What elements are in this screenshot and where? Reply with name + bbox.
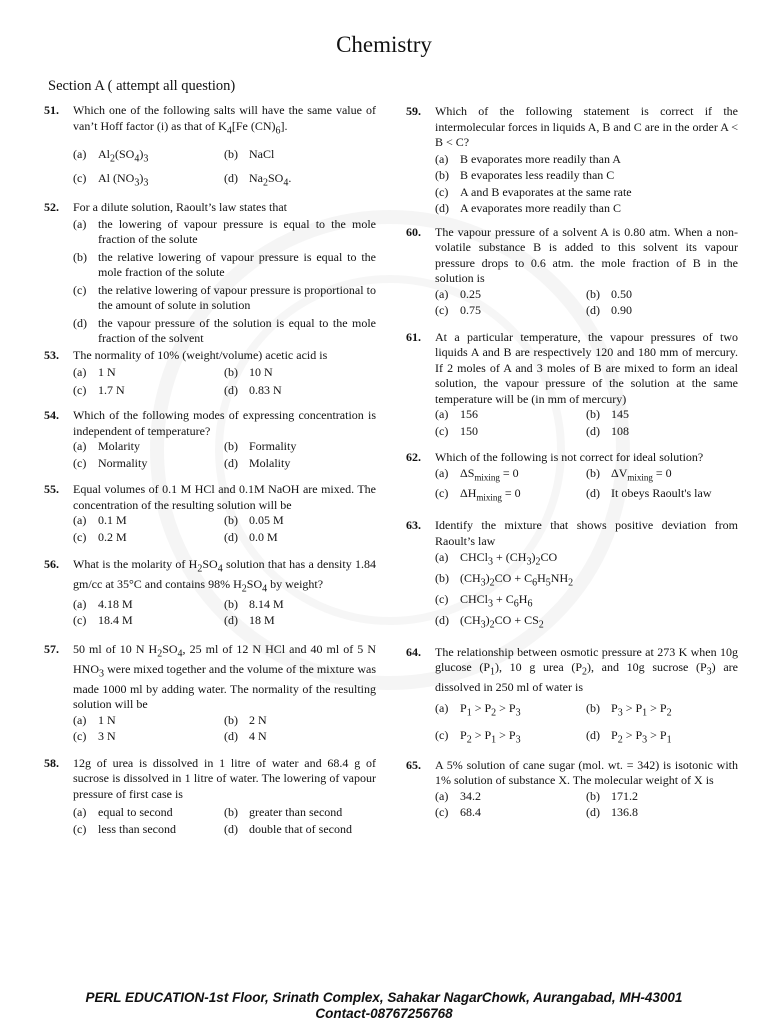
question-number: 64. <box>406 644 421 659</box>
option-d: (d) $P_2 > P_3 > P_1$ <box>586 727 672 746</box>
question-number: 54. <box>44 408 59 423</box>
option-b: (b) 0.50 <box>586 286 632 301</box>
option-c: (c) 0.75 <box>435 303 481 317</box>
options <box>73 513 376 545</box>
option-c: (c) Normality <box>73 455 148 470</box>
option-a: (a) $\Delta S_{mixing} = 0$ <box>435 465 519 482</box>
question-text: For a dilute solution, Raoult’s law states that <box>73 200 287 215</box>
options <box>73 365 376 398</box>
option-c: (c) Al $(NO_3)_3$ <box>73 171 149 189</box>
question-63 <box>406 518 738 633</box>
options <box>73 439 376 471</box>
options <box>73 805 376 837</box>
option-b: (b) 2 N <box>224 712 267 727</box>
question-60 <box>406 225 738 319</box>
option-c: (c) $P_2 > P_1 > P_3$ <box>435 727 521 746</box>
options <box>435 466 738 507</box>
options <box>435 550 738 633</box>
question-number: 56. <box>44 557 59 572</box>
options <box>435 287 738 319</box>
option-a: (a) CHCl$_3$ + $(CH_3)_2CO$ <box>435 550 558 568</box>
question-number: 59. <box>406 104 421 118</box>
right-column <box>406 104 738 821</box>
question-text: At a particular temperature, the vapour pressures of two liquids A and B are respectively 120 and 180 mm of mercury. If 2 moles of A and 3 moles of B are mixed to form an ideal solution, the vapour pressure of the solution at the same temperature will be (in mm of mercury) <box>435 329 738 406</box>
options <box>435 789 738 821</box>
option-a: (a) 0.25 <box>435 286 481 301</box>
question-text: 50 ml of 10 N $H_2SO_4$, 25 ml of 12 N HCl and 40 ml of 5 N $HNO_3$ were mixed together and the volume of the mixture was made 1000 ml by adding water. The normality of the resulting solution will be <box>73 641 377 712</box>
page-title: Chemistry <box>336 32 432 57</box>
option-c: (c) 68.4 <box>435 805 481 820</box>
option-b: (b) $P_3 > P_1 > P_2$ <box>586 700 672 719</box>
question-text: Which of the following is not correct for ideal solution? <box>435 450 704 464</box>
option-a: (a) equal to second <box>73 805 173 820</box>
question-text: The normality of 10% (weight/volume) acetic acid is <box>73 347 328 362</box>
option-d: (d) 18 M <box>224 613 275 628</box>
option-b: (b) 0.05 M <box>224 513 284 528</box>
question-64 <box>406 645 738 748</box>
question-number: 55. <box>44 482 59 497</box>
question-51 <box>44 103 376 191</box>
option-d: (d) 4 N <box>224 729 267 744</box>
option-b: (b) Formality <box>224 439 297 454</box>
question-56 <box>44 557 376 629</box>
option-c: (c) A and B evaporates at the same rate <box>435 184 632 199</box>
option-c: (c) $\Delta H_{mixing} = 0$ <box>435 486 521 503</box>
option-b: (b) B evaporates less readily than C <box>435 168 615 182</box>
question-number: 52. <box>44 200 59 215</box>
option-a: (a) B evaporates more readily than A <box>435 151 621 166</box>
question-54 <box>44 408 376 471</box>
footer-contact: Contact-08767256768 <box>315 1006 453 1021</box>
question-text: A 5% solution of cane sugar (mol. wt. = 342) is isotonic with 1% solution of substance X. The molecular weight of X is <box>435 757 738 788</box>
option-d: (d) 108 <box>586 423 629 438</box>
option-b: (b) 10 N <box>224 365 273 380</box>
options <box>435 152 738 217</box>
option-b: (b) $(CH_3)_2CO + C_6H_5NH_2$ <box>435 571 574 589</box>
option-c: (c) 1.7 N <box>73 382 125 397</box>
section-heading: Section A ( attempt all question) <box>48 78 236 94</box>
option-a: (a) 34.2 <box>435 788 481 803</box>
question-57 <box>44 642 376 745</box>
option-d: (d) the vapour pressure of the solution is equal to the mole fraction of the solvent <box>73 315 376 346</box>
option-d: (d) $(CH_3)_2CO + CS_2$ <box>435 612 544 631</box>
question-text: Identify the mixture that shows positive deviation from Raoult’s law <box>435 518 738 548</box>
options <box>73 217 376 347</box>
option-b: (b) 145 <box>586 407 629 421</box>
left-column <box>44 103 376 837</box>
question-text: Equal volumes of 0.1 M HCl and 0.1M NaOH are mixed. The concentration of the resulting solution will be <box>73 482 376 512</box>
option-d: (d) It obeys Raoult's law <box>586 486 712 501</box>
question-number: 61. <box>406 329 421 344</box>
question-53 <box>44 348 376 399</box>
option-b: (b) 171.2 <box>586 788 638 803</box>
question-text: 12g of urea is dissolved in 1 litre of water and 68.4 g of sucrose is dissolved in 1 litre of water. The lowering of vapour pressure of first case is <box>73 755 376 801</box>
question-number: 62. <box>406 450 421 464</box>
option-c: (c) less than second <box>73 821 176 836</box>
option-b: (b) $\Delta V_{mixing} = 0$ <box>586 465 672 482</box>
question-number: 63. <box>406 518 421 533</box>
options <box>73 147 376 191</box>
option-a: (a) Molarity <box>73 439 140 454</box>
question-52 <box>44 200 376 347</box>
option-a: (a) the lowering of vapour pressure is equal to the mole fraction of the solute <box>73 216 376 247</box>
option-d: (d) 136.8 <box>586 805 638 820</box>
question-text: The vapour pressure of a solvent A is 0.80 atm. When a non-volatile substance B is added to this solvent its vapour pressure drops to 0.6 atm. the mole fraction of B in the solution is <box>435 224 738 285</box>
option-d: (d) Molality <box>224 455 291 470</box>
question-number: 60. <box>406 224 421 239</box>
question-number: 57. <box>44 641 59 656</box>
option-c: (c) 0.2 M <box>73 529 127 544</box>
question-text: Which one of the following salts will have the same value of van’t Hoff factor (i) as that of $K_4[Fe$ $(CN)_6$]. <box>73 103 376 136</box>
option-a: (a) 1 N <box>73 712 116 727</box>
option-a: (a) 1 N <box>73 365 116 380</box>
option-b: (b) 8.14 M <box>224 596 284 611</box>
question-number: 51. <box>44 103 59 117</box>
option-d: (d) 0.90 <box>586 303 632 317</box>
option-c: (c) 3 N <box>73 729 116 744</box>
options <box>73 597 376 629</box>
option-a: (a) 156 <box>435 407 478 421</box>
option-b: (b) greater than second <box>224 805 343 820</box>
option-d: (d) $Na_2SO_4$. <box>224 171 292 189</box>
option-c: (c) CHCl$_3$ + $C_6H_6$ <box>435 592 533 610</box>
question-62 <box>406 450 738 506</box>
question-text: What is the molarity of $H_2SO_4$ solution that has a density 1.84 gm/cc at 35°C and contains 98% $H_2SO_4$ by weight? <box>73 557 376 595</box>
footer-address: PERL EDUCATION-1st Floor, Srinath Complex, Sahakar NagarChowk, Aurangabad, MH-43001 <box>85 990 683 1005</box>
options <box>435 701 738 748</box>
option-b: (b) NaCl <box>224 147 275 162</box>
question-number: 58. <box>44 755 59 770</box>
question-59 <box>406 104 738 217</box>
question-number: 53. <box>44 347 59 362</box>
question-65 <box>406 758 738 821</box>
question-55 <box>44 482 376 545</box>
option-d: (d) A evaporates more readily than C <box>435 201 621 215</box>
options <box>73 713 376 745</box>
option-c: (c) 18.4 M <box>73 613 133 628</box>
option-c: (c) the relative lowering of vapour pressure is proportional to the amount of solute in solution <box>73 282 376 313</box>
question-61 <box>406 330 738 440</box>
question-text: The relationship between osmotic pressure at 273 K when 10g glucose $(P_1)$, 10 g urea $(P_2)$, and 10g sucrose $(P_3)$ are dissolved in 250 ml of water is <box>435 644 738 695</box>
question-number: 65. <box>406 757 421 772</box>
option-a: (a) 4.18 M <box>73 596 133 611</box>
option-b: (b) the relative lowering of vapour pressure is equal to the mole fraction of the solute <box>73 249 376 280</box>
option-d: (d) 0.0 M <box>224 529 278 544</box>
question-text: Which of the following statement is correct if the intermolecular forces in liquids A, B and C are in the order A < B < C? <box>435 104 738 149</box>
option-d: (d) 0.83 N <box>224 382 282 397</box>
option-a: (a) $Al_2(SO_4)_3$ <box>73 147 149 165</box>
options <box>435 407 738 439</box>
option-a: (a) $P_1 > P_2 > P_3$ <box>435 700 521 719</box>
option-a: (a) 0.1 M <box>73 513 127 528</box>
question-text: Which of the following modes of expressing concentration is independent of temperature? <box>73 408 376 438</box>
question-58 <box>44 756 376 838</box>
option-c: (c) 150 <box>435 423 478 438</box>
option-d: (d) double that of second <box>224 821 352 836</box>
